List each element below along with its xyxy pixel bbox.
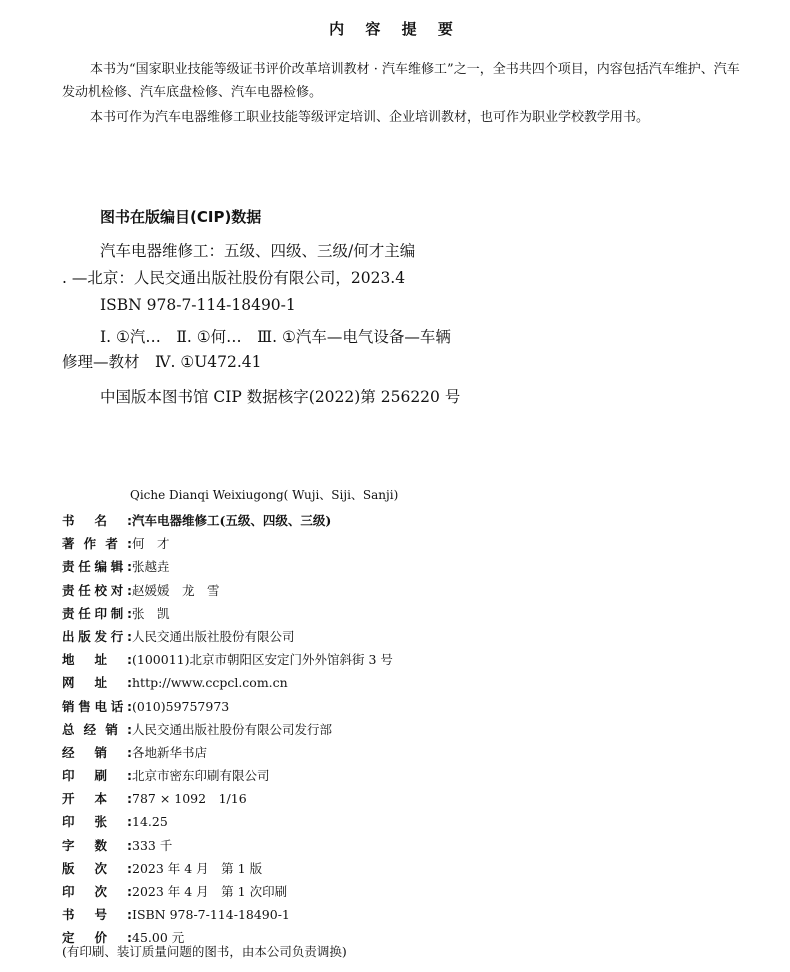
row-value: 张越垚 bbox=[132, 559, 170, 575]
row-value: (010)59757973 bbox=[132, 698, 230, 714]
copyright-row bbox=[62, 555, 393, 578]
copyright-row bbox=[62, 648, 393, 671]
row-value: (100011)北京市朝阳区安定门外外馆斜街 3 号 bbox=[132, 652, 393, 668]
copyright-row bbox=[62, 741, 393, 764]
copyright-row bbox=[62, 810, 393, 833]
cip-line-3: ISBN 978-7-114-18490-1 bbox=[100, 296, 296, 314]
row-value: 赵媛媛 龙 雪 bbox=[132, 582, 220, 598]
cip-heading: 图书在版编目(CIP)数据 bbox=[100, 208, 262, 226]
row-label: 字数: bbox=[62, 837, 132, 853]
row-value: 人民交通出版社股份有限公司发行部 bbox=[132, 721, 333, 737]
copyright-row bbox=[62, 787, 393, 810]
row-value: 45.00 元 bbox=[132, 930, 185, 946]
row-label: 责任编辑: bbox=[62, 559, 132, 575]
row-value: 2023 年 4 月 第 1 版 bbox=[132, 860, 263, 876]
row-value: 张 凯 bbox=[132, 605, 170, 621]
row-label: 地址: bbox=[62, 652, 132, 668]
copyright-row bbox=[62, 903, 393, 926]
row-value: http://www.ccpcl.com.cn bbox=[132, 675, 288, 691]
row-label: 网址: bbox=[62, 675, 132, 691]
row-label: 书号: bbox=[62, 907, 132, 923]
summary-title: 内 容 提 要 bbox=[329, 20, 461, 38]
copyright-row bbox=[62, 834, 393, 857]
summary-paragraph-1: 本书为“国家职业技能等级证书评价改革培训教材 · 汽车维修工”之一，全书共四个项目，内容包括汽车维护、汽车发动机检修、汽车底盘检修、汽车电器检修。 bbox=[62, 62, 740, 100]
copyright-table bbox=[62, 509, 393, 950]
row-value: 北京市密东印刷有限公司 bbox=[132, 768, 270, 784]
summary-paragraph-2: 本书可作为汽车电器维修工职业技能等级评定培训、企业培训教材，也可作为职业学校教学用书。 bbox=[90, 110, 650, 125]
row-label: 出版发行: bbox=[62, 628, 132, 644]
cip-line-5: 修理—教材 Ⅳ. ①U472.41 bbox=[62, 353, 262, 371]
row-label: 印刷: bbox=[62, 768, 132, 784]
row-label: 印张: bbox=[62, 814, 132, 830]
copyright-row bbox=[62, 718, 393, 741]
copyright-row bbox=[62, 625, 393, 648]
row-label: 版次: bbox=[62, 860, 132, 876]
row-label: 开本: bbox=[62, 791, 132, 807]
copyright-row bbox=[62, 857, 393, 880]
copyright-row bbox=[62, 532, 393, 555]
row-label: 销售电话: bbox=[62, 698, 132, 714]
copyright-row bbox=[62, 764, 393, 787]
cip-line-2: . —北京：人民交通出版社股份有限公司，2023.4 bbox=[62, 269, 406, 287]
cip-line-4: Ⅰ. ①汽… Ⅱ. ①何… Ⅲ. ①汽车—电气设备—车辆 bbox=[100, 328, 451, 346]
copyright-row bbox=[62, 695, 393, 718]
row-value: ISBN 978-7-114-18490-1 bbox=[132, 907, 290, 923]
cip-line-1: 汽车电器维修工：五级、四级、三级/何才主编 bbox=[100, 242, 416, 260]
row-label: 总经销: bbox=[62, 721, 132, 737]
row-value: 333 千 bbox=[132, 837, 173, 853]
row-label: 定价: bbox=[62, 930, 132, 946]
row-label: 责任校对: bbox=[62, 582, 132, 598]
row-label: 著作者: bbox=[62, 536, 132, 552]
copyright-row bbox=[62, 880, 393, 903]
copyright-row bbox=[62, 602, 393, 625]
row-label: 经销: bbox=[62, 744, 132, 760]
row-label: 印次: bbox=[62, 884, 132, 899]
row-value: 787 × 1092 1/16 bbox=[132, 791, 247, 807]
quality-note: (有印刷、装订质量问题的图书，由本公司负责调换) bbox=[62, 944, 347, 959]
row-label: 书名: bbox=[62, 513, 132, 528]
row-value: 汽车电器维修工(五级、四级、三级) bbox=[132, 513, 332, 528]
row-value: 何 才 bbox=[132, 536, 170, 552]
row-value: 14.25 bbox=[132, 814, 168, 830]
row-value: 2023 年 4 月 第 1 次印刷 bbox=[132, 884, 288, 899]
pinyin-title: Qiche Dianqi Weixiugong( Wuji、Siji、Sanji) bbox=[130, 488, 399, 502]
cip-line-6: 中国版本图书馆 CIP 数据核字(2022)第 256220 号 bbox=[100, 388, 461, 406]
copyright-row bbox=[62, 509, 393, 532]
row-label: 责任印制: bbox=[62, 605, 132, 621]
row-value: 人民交通出版社股份有限公司 bbox=[132, 628, 295, 644]
copyright-row bbox=[62, 671, 393, 694]
row-value: 各地新华书店 bbox=[132, 744, 208, 760]
copyright-row bbox=[62, 579, 393, 602]
